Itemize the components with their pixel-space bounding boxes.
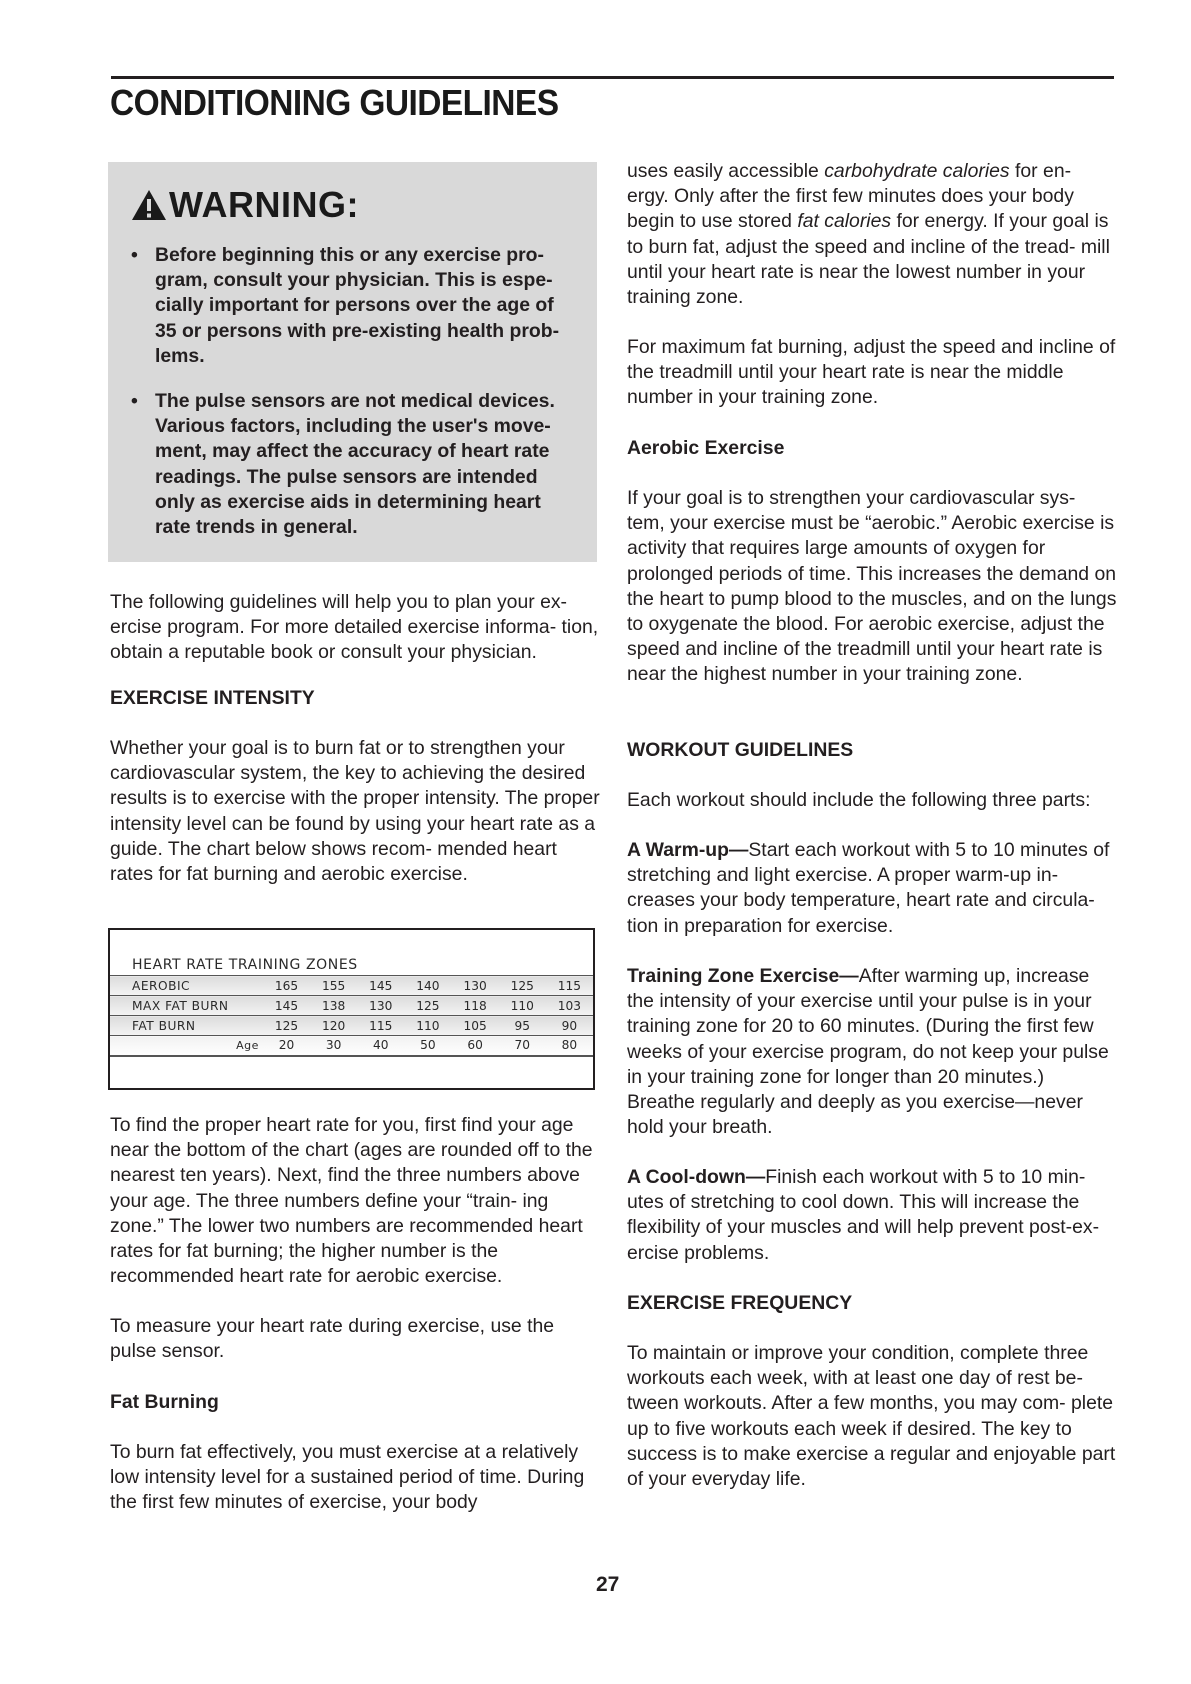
workout-intro-paragraph: Each workout should include the following three parts:: [627, 789, 1091, 811]
warning-item-text: Before beginning this or any exercise pro- gram, consult your physician. This is espe- cially important for persons over the age of 35 or persons with pre-existing health prob- lems.: [155, 244, 560, 367]
training-lead: Training Zone Exercise—: [627, 965, 859, 987]
bullet: •: [131, 390, 138, 413]
warmup-lead: A Warm-up—: [627, 839, 749, 861]
age-cell: 80: [546, 1036, 593, 1056]
warmup-text: Start each workout with 5 to 10 minutes of stretching and light exercise. A proper warm-up in- creases your body temperature, heart rate and circula- tion in preparation for exercise.: [627, 839, 1110, 937]
age-cell: 70: [499, 1036, 546, 1056]
cell: 105: [452, 1016, 499, 1036]
age-label: Age: [110, 1036, 263, 1056]
text-run: uses easily accessible: [627, 160, 825, 182]
cell: 145: [263, 996, 310, 1016]
warmup-paragraph: [627, 838, 1117, 939]
page-title: CONDITIONING GUIDELINES: [110, 82, 559, 123]
chart-title: HEART RATE TRAINING ZONES: [132, 957, 358, 973]
warning-heading: [131, 184, 359, 226]
table-row-age: [110, 1036, 593, 1056]
page-number: 27: [596, 1573, 620, 1596]
cell: 110: [499, 996, 546, 1016]
cell: 125: [499, 976, 546, 996]
emphasis-fat-calories: fat calories: [797, 210, 892, 233]
exercise-frequency-heading: EXERCISE FREQUENCY: [627, 1292, 853, 1314]
table-row-max-fat-burn: [110, 996, 593, 1016]
emphasis-carbohydrate-calories: carbohydrate calories: [824, 160, 1010, 182]
heart-rate-table: [110, 975, 593, 1057]
age-cell: 30: [310, 1036, 357, 1056]
cell: 115: [546, 976, 593, 996]
training-text: After warming up, increase the intensity of your exercise until your pulse is in your training zone for 20 to 60 minutes. (During the first few weeks of your exercise program, do not keep your pulse in your training zone for longer than 20 minutes.) Breathe regularly and deeply as you exercise—never hold your breath.: [627, 965, 1109, 1139]
cell: 103: [546, 996, 593, 1016]
workout-guidelines-heading: WORKOUT GUIDELINES: [627, 739, 854, 761]
cooldown-paragraph: [627, 1165, 1117, 1266]
fat-burning-heading: Fat Burning: [110, 1391, 219, 1413]
training-zone-paragraph: [627, 964, 1117, 1140]
exercise-intensity-heading: EXERCISE INTENSITY: [110, 687, 315, 709]
row-label: FAT BURN: [110, 1016, 263, 1036]
max-fat-paragraph: For maximum fat burning, adjust the speed and incline of the treadmill until your heart rate is near the middle number in your training zone.: [627, 336, 1116, 409]
age-cell: 60: [452, 1036, 499, 1056]
age-cell: 20: [263, 1036, 310, 1056]
row-label: AEROBIC: [110, 976, 263, 996]
cell: 120: [310, 1016, 357, 1036]
heart-rate-chart: [108, 928, 595, 1090]
exercise-intensity-paragraph: Whether your goal is to burn fat or to strengthen your cardiovascular system, the key to achieving the desired results is to exercise with the proper intensity. The proper intensity level can be found by using your heart rate as a guide. The chart below shows recom- mended heart rates for fat burning and aerobic exercise.: [110, 737, 600, 886]
table-row-aerobic: [110, 976, 593, 996]
warning-title: WARNING:: [169, 184, 359, 225]
aerobic-paragraph: If your goal is to strengthen your cardiovascular sys- tem, your exercise must be “aerobic.” Aerobic exercise is activity that requires large amounts of oxygen for prolonged periods of time. This increases the demand on the heart to pump blood to the muscles, and on the lungs to oxygenate the blood. For aerobic exercise, adjust the speed and incline of the treadmill until your heart rate is near the highest number in your training zone.: [627, 487, 1117, 686]
row-label: MAX FAT BURN: [110, 996, 263, 1016]
cell: 118: [452, 996, 499, 1016]
intro-paragraph: The following guidelines will help you to plan your ex- ercise program. For more detailed exercise informa- tion, obtain a reputable book or consult your physician.: [110, 591, 599, 664]
warning-list: [128, 243, 568, 560]
warning-triangle-icon: [131, 189, 167, 221]
cell: 155: [310, 976, 357, 996]
warning-item-text: The pulse sensors are not medical devices. Various factors, including the user's move- ment, may affect the accuracy of heart rate readings. The pulse sensors are intended only as exercise aids in determining heart rate trends in general.: [155, 390, 555, 539]
fat-burning-paragraph: To burn fat effectively, you must exercise at a relatively low intensity level for a sustained period of time. During the first few minutes of exercise, your body: [110, 1441, 585, 1514]
aerobic-exercise-heading: Aerobic Exercise: [627, 437, 785, 459]
age-cell: 40: [357, 1036, 404, 1056]
warning-box: [108, 162, 597, 562]
cell: 90: [546, 1016, 593, 1036]
cooldown-lead: A Cool-down—: [627, 1166, 766, 1188]
frequency-paragraph: To maintain or improve your condition, complete three workouts each week, with at least one day of rest be- tween workouts. After a few months, you may com- plete up to five workouts each week if desired. The key to success is to make exercise a regular and enjoyable part of your everyday life.: [627, 1342, 1116, 1491]
cell: 95: [499, 1016, 546, 1036]
cell: 138: [310, 996, 357, 1016]
find-rate-paragraph: To find the proper heart rate for you, first find your age near the bottom of the chart (ages are rounded off to the nearest ten years). Next, find the three numbers above your age. The three numbers define your “train- ing zone.” The lower two numbers are recommended heart rates for fat burning; the higher number is the recommended heart rate for aerobic exercise.: [110, 1114, 593, 1288]
text-run: for energy. If your goal is to burn fat, adjust the speed and incline of the tread- mill until your heart rate is near the lowest number in your training zone.: [627, 210, 1110, 309]
measure-paragraph: To measure your heart rate during exercise, use the pulse sensor.: [110, 1315, 555, 1363]
header-rule: [111, 76, 1114, 79]
warning-item: [128, 243, 568, 369]
cell: 130: [357, 996, 404, 1016]
text-run: for en- ergy. Only after the first few minutes does your body begin to use stored: [627, 160, 1074, 233]
cell: 130: [452, 976, 499, 996]
bullet: •: [131, 244, 138, 266]
cell: 125: [263, 1016, 310, 1036]
table-row-fat-burn: [110, 1016, 593, 1036]
cell: 165: [263, 976, 310, 996]
cell: 115: [357, 1016, 404, 1036]
age-cell: 50: [404, 1036, 451, 1056]
cell: 140: [404, 976, 451, 996]
cell: 110: [404, 1016, 451, 1036]
warning-item: [128, 389, 568, 540]
cell: 145: [357, 976, 404, 996]
cooldown-text: Finish each workout with 5 to 10 min- utes of stretching to cool down. This will increase the flexibility of your muscles and will help prevent post-ex- ercise problems.: [627, 1166, 1100, 1264]
cell: 125: [404, 996, 451, 1016]
carbohydrate-paragraph: [627, 159, 1117, 310]
